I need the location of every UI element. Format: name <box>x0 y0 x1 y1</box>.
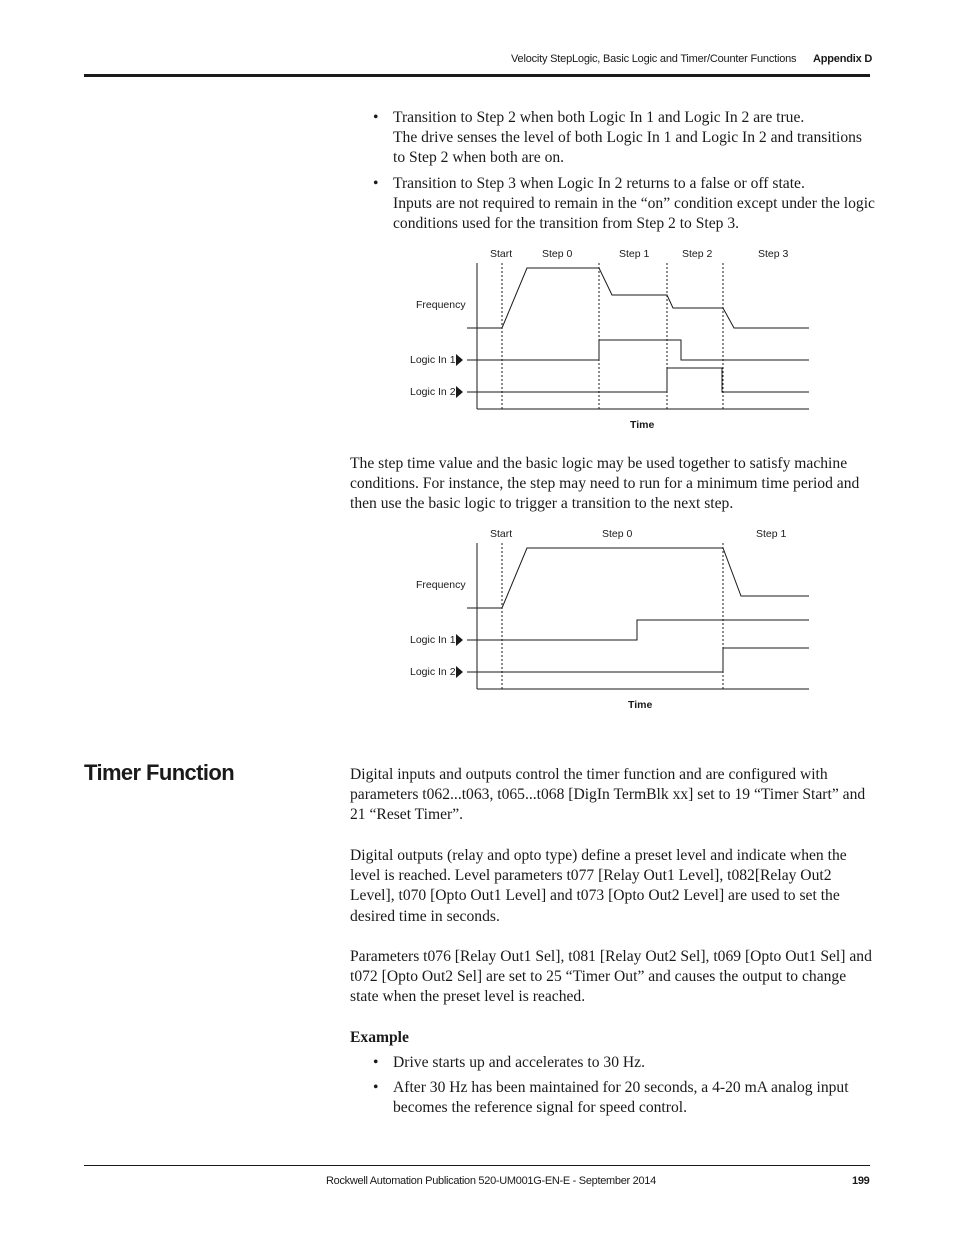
bullet-icon: • <box>373 1079 379 1097</box>
fig1-logic-in-1-trace <box>467 340 809 360</box>
fig2-logic-in-2-arrow-icon <box>456 666 463 678</box>
bullet-line2: Inputs are not required to remain in the “on” condition except under the logic conditions used for the transition from Step 2 to Step 3. <box>393 194 875 233</box>
fig2-label-step0: Step 0 <box>602 528 633 540</box>
page-number: 199 <box>852 1175 870 1187</box>
fig1-label-frequency: Frequency <box>416 299 466 311</box>
fig2-logic-in-1-trace <box>467 620 809 640</box>
example-bullet-text: Drive starts up and accelerates to 30 Hz. <box>393 1054 645 1071</box>
fig1-label-step0: Step 0 <box>542 248 573 260</box>
fig1-label-logic-in-1: Logic In 1 <box>410 354 456 366</box>
fig1-logic-in-1-arrow-icon <box>456 354 463 366</box>
figure-1-timing-diagram <box>400 240 820 435</box>
bullet-icon: • <box>373 174 379 192</box>
fig1-label-step3: Step 3 <box>758 248 789 260</box>
fig2-label-time: Time <box>628 699 653 711</box>
figure-2-timing-diagram <box>400 520 820 715</box>
fig2-label-start: Start <box>490 528 513 540</box>
fig1-frequency-trace <box>467 268 809 328</box>
fig1-logic-in-2-trace <box>467 368 809 392</box>
fig1-label-time: Time <box>630 419 655 431</box>
fig2-frequency-trace <box>467 548 809 608</box>
timer-para-3: Parameters t076 [Relay Out1 Sel], t081 [Relay Out2 Sel], t069 [Opto Out1 Sel] and t072 [Opto Out2 Sel] are set to 25 “Timer Out” and causes the output to change state when the preset level is reached. <box>350 948 872 1006</box>
fig1-label-logic-in-2: Logic In 2 <box>410 386 456 398</box>
fig1-label-step1: Step 1 <box>619 248 650 260</box>
list-item <box>350 1053 875 1073</box>
fig1-label-step2: Step 2 <box>682 248 713 260</box>
timer-para-1: Digital inputs and outputs control the timer function and are configured with parameters t062...t063, t065...t068 [DigIn TermBlk xx] set to 19 “Timer Start” and 21 “Reset Timer”. <box>350 766 866 824</box>
bullet-line1: Transition to Step 2 when both Logic In 1 and Logic In 2 are true. <box>393 109 805 126</box>
timer-para-2: Digital outputs (relay and opto type) define a preset level and indicate when the level is reached. Level parameters t077 [Relay Out1 Level], t082[Relay Out2 Level], t070 [Opto Out1 Level] and t073 [Opto Out2 Level] are used to set the desired time in seconds. <box>350 847 847 925</box>
bullet-icon: • <box>373 1054 379 1071</box>
list-item <box>350 174 875 235</box>
list-item <box>350 108 875 169</box>
fig2-label-logic-in-2: Logic In 2 <box>410 666 456 678</box>
footer-publication: Rockwell Automation Publication 520-UM001G-EN-E - September 2014 <box>326 1175 656 1187</box>
fig2-label-logic-in-1: Logic In 1 <box>410 634 456 646</box>
example-bullet-text: After 30 Hz has been maintained for 20 seconds, a 4-20 mA analog input becomes the reference signal for speed control. <box>393 1079 849 1117</box>
fig2-logic-in-2-trace <box>467 648 809 672</box>
bullet-icon: • <box>373 109 379 126</box>
bullet-line2: The drive senses the level of both Logic In 1 and Logic In 2 and transitions to Step 2 when both are on. <box>393 129 862 167</box>
list-item <box>350 1078 875 1118</box>
example-bullet-list <box>350 1053 875 1124</box>
example-heading: Example <box>350 1029 409 1046</box>
fig1-label-start: Start <box>490 248 513 260</box>
top-bullet-list <box>350 108 875 239</box>
fig2-logic-in-1-arrow-icon <box>456 634 463 646</box>
running-header-appendix: Appendix D <box>813 53 873 65</box>
body-paragraph: The step time value and the basic logic may be used together to satisfy machine conditions. For instance, the step may need to run for a minimum time period and then use the basic logic to trigger a transition to the next step. <box>350 455 860 513</box>
bullet-line1: Transition to Step 3 when Logic In 2 returns to a false or off state. <box>393 174 805 192</box>
fig2-label-frequency: Frequency <box>416 579 466 591</box>
footer-rule <box>84 1165 870 1166</box>
section-heading: Timer Function <box>84 760 235 785</box>
header-rule <box>84 74 870 77</box>
fig1-logic-in-2-arrow-icon <box>456 386 463 398</box>
running-header-title: Velocity StepLogic, Basic Logic and Timer/Counter Functions <box>511 53 797 65</box>
fig2-label-step1: Step 1 <box>756 528 787 540</box>
